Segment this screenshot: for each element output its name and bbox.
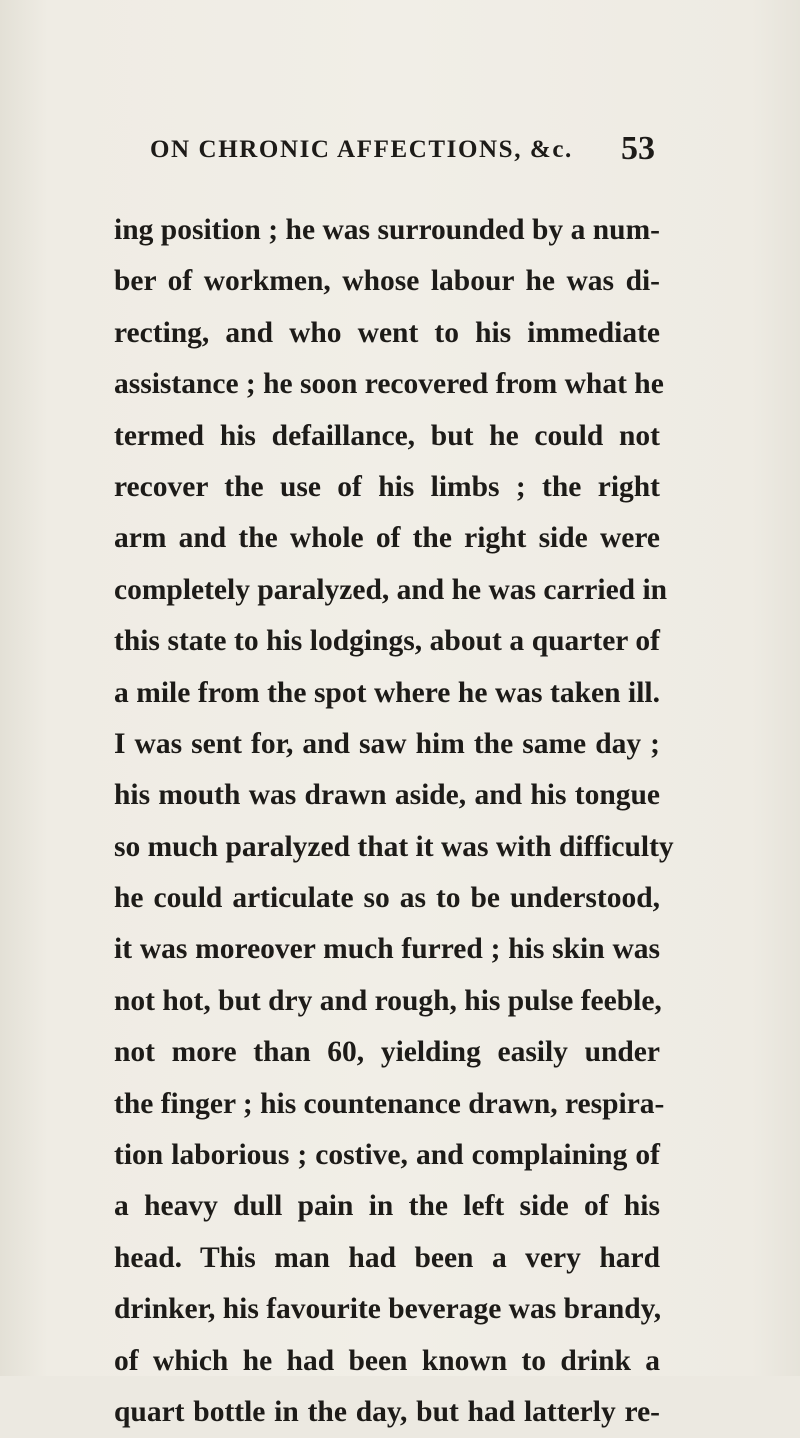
text-line: the finger ; his countenance drawn, respira- — [114, 1087, 665, 1120]
text-line: of which he had been known to drink a — [114, 1344, 660, 1377]
text-line: it was moreover much furred ; his skin was — [114, 933, 660, 966]
text-line: this state to his lodgings, about a quarter of — [114, 625, 660, 658]
running-title: ON CHRONIC AFFECTIONS, &c. — [150, 136, 573, 163]
text-line: recting, and who went to his immediate — [114, 316, 660, 349]
text-line: quart bottle in the day, but had latterly re- — [114, 1395, 660, 1428]
text-line: tion laborious ; costive, and complaining of — [114, 1139, 660, 1172]
text-line: drinker, his favourite beverage was brandy, — [114, 1293, 662, 1326]
text-line: a mile from the spot where he was taken ill. — [114, 676, 660, 709]
running-head — [150, 130, 655, 170]
text-line: recover the use of his limbs ; the right — [114, 470, 660, 503]
text-line: head. This man had been a very hard — [114, 1241, 660, 1274]
text-line: not hot, but dry and rough, his pulse feeble, — [114, 984, 662, 1017]
text-line: a heavy dull pain in the left side of his — [114, 1190, 660, 1223]
text-line: completely paralyzed, and he was carried in — [114, 573, 668, 606]
text-line: ing position ; he was surrounded by a num- — [114, 214, 660, 246]
page-number: 53 — [621, 130, 655, 167]
text-line: his mouth was drawn aside, and his tongue — [114, 779, 660, 812]
text-line: assistance ; he soon recovered from what he — [114, 368, 664, 401]
text-line: ber of workmen, whose labour he was di- — [114, 265, 660, 298]
text-line: arm and the whole of the right side were — [114, 522, 660, 555]
text-line: I was sent for, and saw him the same day ; — [114, 727, 660, 760]
body-text — [114, 205, 674, 1438]
text-line: he could articulate so as to be understood, — [114, 882, 660, 915]
text-line: so much paralyzed that it was with difficulty — [114, 830, 674, 863]
text-line: termed his defaillance, but he could not — [114, 419, 660, 452]
text-line: not more than 60, yielding easily under — [114, 1036, 660, 1069]
